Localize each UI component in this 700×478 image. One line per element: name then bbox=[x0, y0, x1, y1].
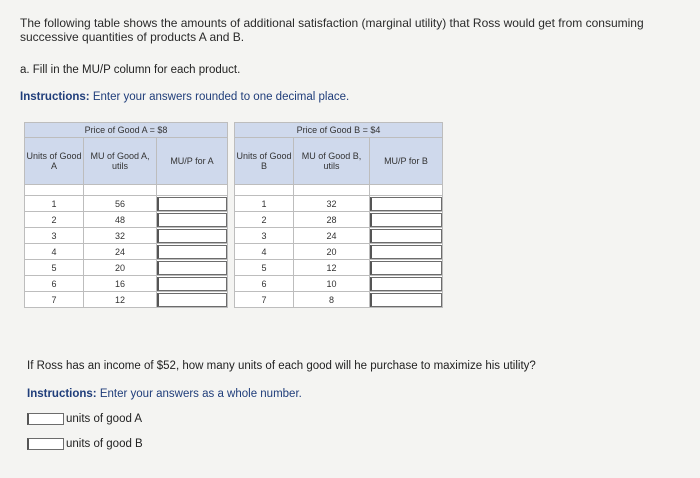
part-a-prompt: a. Fill in the MU/P column for each product. bbox=[20, 64, 241, 76]
mup-b-input[interactable] bbox=[370, 293, 442, 307]
units-b-cell: 3 bbox=[235, 228, 294, 244]
mup-a-input-cell bbox=[157, 228, 228, 244]
table-row bbox=[25, 228, 443, 244]
instructions-text: Enter your answers rounded to one decimal place. bbox=[92, 91, 350, 103]
mu-b-cell: 10 bbox=[294, 276, 370, 292]
mup-a-input[interactable] bbox=[157, 293, 227, 307]
table-row bbox=[25, 276, 443, 292]
units-b-cell: 6 bbox=[235, 276, 294, 292]
units-a-cell: 2 bbox=[25, 212, 84, 228]
mu-b-cell: 28 bbox=[294, 212, 370, 228]
price-good-a-header: Price of Good A = $8 bbox=[25, 123, 228, 138]
mup-a-input-cell bbox=[157, 260, 228, 276]
mup-b-input[interactable] bbox=[370, 245, 442, 259]
mu-a-cell: 56 bbox=[84, 196, 157, 212]
mup-a-input[interactable] bbox=[157, 213, 227, 227]
utility-table bbox=[24, 122, 443, 308]
mu-a-header: MU of Good A, utils bbox=[84, 138, 157, 185]
table-row bbox=[25, 244, 443, 260]
units-a-cell: 1 bbox=[25, 196, 84, 212]
table-row bbox=[25, 260, 443, 276]
mu-b-header: MU of Good B, utils bbox=[294, 138, 370, 185]
mup-b-input-cell bbox=[370, 244, 443, 260]
mup-a-input[interactable] bbox=[157, 229, 227, 243]
mup-a-input-cell bbox=[157, 212, 228, 228]
units-b-header: Units of Good B bbox=[235, 138, 294, 185]
units-a-cell: 7 bbox=[25, 292, 84, 308]
mu-a-cell: 32 bbox=[84, 228, 157, 244]
mup-b-input-cell bbox=[370, 276, 443, 292]
mup-b-input[interactable] bbox=[370, 229, 442, 243]
mup-b-input[interactable] bbox=[370, 261, 442, 275]
units-b-cell: 4 bbox=[235, 244, 294, 260]
mu-b-cell: 24 bbox=[294, 228, 370, 244]
mup-b-input-cell bbox=[370, 292, 443, 308]
units-a-cell: 5 bbox=[25, 260, 84, 276]
mup-b-input[interactable] bbox=[370, 277, 442, 291]
mu-a-cell: 48 bbox=[84, 212, 157, 228]
units-b-label: units of good B bbox=[66, 438, 143, 450]
units-b-cell: 2 bbox=[235, 212, 294, 228]
units-a-input[interactable] bbox=[27, 413, 64, 425]
mu-b-cell: 32 bbox=[294, 196, 370, 212]
instructions-whole-number bbox=[27, 388, 302, 400]
mup-a-input-cell bbox=[157, 276, 228, 292]
answer-units-a bbox=[27, 413, 142, 425]
mu-b-cell: 8 bbox=[294, 292, 370, 308]
units-a-cell: 4 bbox=[25, 244, 84, 260]
mup-a-input[interactable] bbox=[157, 245, 227, 259]
price-good-b-header: Price of Good B = $4 bbox=[235, 123, 443, 138]
units-a-cell: 3 bbox=[25, 228, 84, 244]
question-text: If Ross has an income of $52, how many units of each good will he purchase to maximize his utility? bbox=[27, 360, 536, 372]
instructions-text: Enter your answers as a whole number. bbox=[99, 388, 302, 400]
mu-a-cell: 20 bbox=[84, 260, 157, 276]
mup-b-input-cell bbox=[370, 260, 443, 276]
units-b-cell: 1 bbox=[235, 196, 294, 212]
instructions-label: Instructions: bbox=[27, 388, 97, 400]
units-a-cell: 6 bbox=[25, 276, 84, 292]
mup-a-input[interactable] bbox=[157, 261, 227, 275]
mup-a-header: MU/P for A bbox=[157, 138, 228, 185]
mup-b-input[interactable] bbox=[370, 213, 442, 227]
mu-b-cell: 20 bbox=[294, 244, 370, 260]
mup-a-input[interactable] bbox=[157, 197, 227, 211]
table-row bbox=[25, 292, 443, 308]
mup-b-header: MU/P for B bbox=[370, 138, 443, 185]
units-b-cell: 5 bbox=[235, 260, 294, 276]
mup-a-input-cell bbox=[157, 292, 228, 308]
mup-b-input-cell bbox=[370, 228, 443, 244]
units-b-cell: 7 bbox=[235, 292, 294, 308]
intro-text: The following table shows the amounts of additional satisfaction (marginal utility) that Ross would get from consuming successive quantities of products A and B. bbox=[20, 16, 644, 44]
mup-a-input[interactable] bbox=[157, 277, 227, 291]
units-a-label: units of good A bbox=[66, 413, 143, 425]
mup-b-input-cell bbox=[370, 196, 443, 212]
mup-b-input-cell bbox=[370, 212, 443, 228]
mu-b-cell: 12 bbox=[294, 260, 370, 276]
instructions-rounding bbox=[20, 91, 349, 103]
units-b-input[interactable] bbox=[27, 438, 64, 450]
mup-a-input-cell bbox=[157, 244, 228, 260]
mu-a-cell: 24 bbox=[84, 244, 157, 260]
answer-units-b bbox=[27, 438, 143, 450]
mup-b-input[interactable] bbox=[370, 197, 442, 211]
table-row bbox=[25, 212, 443, 228]
table-row bbox=[25, 196, 443, 212]
mu-a-cell: 16 bbox=[84, 276, 157, 292]
units-a-header: Units of Good A bbox=[25, 138, 84, 185]
mup-a-input-cell bbox=[157, 196, 228, 212]
mu-a-cell: 12 bbox=[84, 292, 157, 308]
instructions-label: Instructions: bbox=[20, 91, 90, 103]
